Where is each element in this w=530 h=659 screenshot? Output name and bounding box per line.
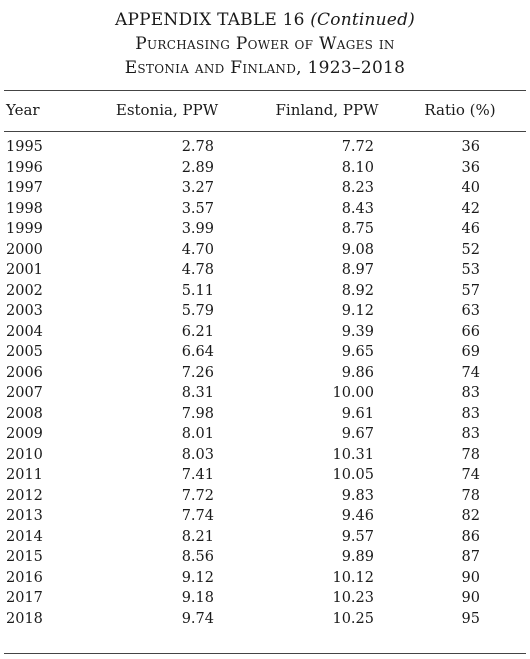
cell-finland: 10.12 bbox=[332, 569, 374, 586]
cell-finland: 10.05 bbox=[332, 467, 374, 483]
cell-estonia: 5.79 bbox=[181, 303, 214, 319]
cell-finland: 9.61 bbox=[341, 405, 374, 422]
cell-year: 2001 bbox=[6, 262, 43, 278]
cell-year: 1996 bbox=[6, 159, 43, 176]
cell-finland: 9.65 bbox=[341, 344, 374, 360]
cell-finland: 9.12 bbox=[341, 303, 374, 319]
cell-year: 2005 bbox=[6, 344, 43, 360]
header-ratio: Ratio (%) bbox=[424, 101, 496, 119]
cell-year: 2002 bbox=[6, 282, 43, 299]
cell-ratio: 69 bbox=[461, 344, 480, 360]
table-title bbox=[0, 8, 530, 80]
bottom-rule bbox=[4, 653, 526, 654]
cell-finland: 9.83 bbox=[341, 487, 374, 504]
cell-finland: 10.23 bbox=[332, 590, 374, 606]
header-year: Year bbox=[6, 101, 40, 119]
cell-ratio: 74 bbox=[461, 467, 480, 483]
table-row bbox=[0, 240, 530, 261]
table-row bbox=[0, 342, 530, 363]
cell-finland: 10.25 bbox=[332, 610, 374, 627]
cell-finland: 10.00 bbox=[332, 385, 374, 401]
table-row bbox=[0, 609, 530, 630]
cell-estonia: 8.01 bbox=[181, 426, 214, 442]
title-appendix-label: APPENDIX TABLE 16 bbox=[115, 10, 305, 30]
cell-estonia: 7.72 bbox=[181, 487, 214, 504]
cell-finland: 9.86 bbox=[341, 364, 374, 381]
top-rule bbox=[4, 90, 526, 91]
cell-finland: 8.97 bbox=[341, 262, 374, 278]
cell-year: 2014 bbox=[6, 528, 43, 545]
cell-year: 1998 bbox=[6, 200, 43, 217]
cell-estonia: 3.57 bbox=[181, 200, 214, 217]
cell-estonia: 4.70 bbox=[181, 241, 214, 258]
table-row bbox=[0, 260, 530, 281]
cell-ratio: 52 bbox=[461, 241, 480, 258]
cell-year: 2012 bbox=[6, 487, 43, 504]
table-row bbox=[0, 301, 530, 322]
cell-year: 1995 bbox=[6, 139, 43, 155]
cell-year: 2017 bbox=[6, 590, 43, 606]
cell-year: 2006 bbox=[6, 364, 43, 381]
cell-finland: 10.31 bbox=[332, 446, 374, 463]
table-row bbox=[0, 445, 530, 466]
cell-finland: 9.39 bbox=[341, 323, 374, 340]
header-estonia: Estonia, PPW bbox=[115, 101, 219, 119]
cell-estonia: 7.26 bbox=[181, 364, 214, 381]
cell-ratio: 83 bbox=[461, 405, 480, 422]
title-line-appendix bbox=[0, 8, 530, 32]
table-row bbox=[0, 547, 530, 568]
cell-estonia: 5.11 bbox=[181, 282, 214, 299]
cell-year: 1997 bbox=[6, 180, 43, 196]
cell-year: 2003 bbox=[6, 303, 43, 319]
cell-estonia: 6.21 bbox=[181, 323, 214, 340]
cell-ratio: 42 bbox=[461, 200, 480, 217]
cell-finland: 9.08 bbox=[341, 241, 374, 258]
cell-year: 2010 bbox=[6, 446, 43, 463]
cell-estonia: 8.56 bbox=[181, 549, 214, 565]
cell-ratio: 95 bbox=[461, 610, 480, 627]
cell-estonia: 9.18 bbox=[181, 590, 214, 606]
table-row bbox=[0, 363, 530, 384]
cell-ratio: 53 bbox=[461, 262, 480, 278]
cell-estonia: 7.74 bbox=[181, 508, 214, 524]
table-header-row bbox=[0, 101, 530, 123]
table-row bbox=[0, 588, 530, 609]
cell-finland: 9.46 bbox=[341, 508, 374, 524]
cell-estonia: 3.99 bbox=[181, 221, 214, 237]
cell-ratio: 40 bbox=[461, 180, 480, 196]
table-row bbox=[0, 137, 530, 158]
cell-ratio: 86 bbox=[461, 528, 480, 545]
cell-finland: 9.57 bbox=[341, 528, 374, 545]
cell-year: 2018 bbox=[6, 610, 43, 627]
cell-finland: 8.10 bbox=[341, 159, 374, 176]
table-row bbox=[0, 158, 530, 179]
table-row bbox=[0, 322, 530, 343]
table-row bbox=[0, 199, 530, 220]
cell-estonia: 8.31 bbox=[181, 385, 214, 401]
cell-ratio: 83 bbox=[461, 385, 480, 401]
cell-estonia: 9.12 bbox=[181, 569, 214, 586]
cell-estonia: 7.98 bbox=[181, 405, 214, 422]
table-row bbox=[0, 527, 530, 548]
cell-estonia: 2.78 bbox=[181, 139, 214, 155]
cell-finland: 9.89 bbox=[341, 549, 374, 565]
cell-year: 2016 bbox=[6, 569, 43, 586]
cell-estonia: 4.78 bbox=[181, 262, 214, 278]
cell-ratio: 87 bbox=[461, 549, 480, 565]
table-row bbox=[0, 465, 530, 486]
cell-estonia: 8.21 bbox=[181, 528, 214, 545]
table-row bbox=[0, 219, 530, 240]
title-line-subject: Purchasing Power of Wages in bbox=[135, 34, 395, 54]
cell-finland: 9.67 bbox=[341, 426, 374, 442]
header-rule bbox=[4, 131, 526, 132]
cell-finland: 8.75 bbox=[341, 221, 374, 237]
table-row bbox=[0, 178, 530, 199]
cell-year: 1999 bbox=[6, 221, 43, 237]
table-row bbox=[0, 404, 530, 425]
table-row bbox=[0, 506, 530, 527]
header-finland: Finland, PPW bbox=[275, 101, 379, 119]
cell-finland: 8.92 bbox=[341, 282, 374, 299]
cell-year: 2013 bbox=[6, 508, 43, 524]
cell-ratio: 66 bbox=[461, 323, 480, 340]
title-continued-label: (Continued) bbox=[310, 10, 415, 30]
cell-estonia: 7.41 bbox=[181, 467, 214, 483]
title-line-countries: Estonia and Finland, 1923–2018 bbox=[124, 58, 406, 78]
cell-year: 2007 bbox=[6, 385, 43, 401]
cell-ratio: 78 bbox=[461, 487, 480, 504]
cell-year: 2011 bbox=[6, 467, 43, 483]
cell-estonia: 9.74 bbox=[181, 610, 214, 627]
cell-ratio: 63 bbox=[461, 303, 480, 319]
cell-ratio: 90 bbox=[461, 590, 480, 606]
cell-year: 2009 bbox=[6, 426, 43, 442]
cell-estonia: 2.89 bbox=[181, 159, 214, 176]
cell-finland: 8.23 bbox=[341, 180, 374, 196]
cell-ratio: 36 bbox=[461, 139, 480, 155]
table-body bbox=[0, 137, 530, 629]
cell-year: 2000 bbox=[6, 241, 43, 258]
cell-finland: 8.43 bbox=[341, 200, 374, 217]
cell-finland: 7.72 bbox=[341, 139, 374, 155]
cell-ratio: 83 bbox=[461, 426, 480, 442]
cell-ratio: 78 bbox=[461, 446, 480, 463]
cell-estonia: 6.64 bbox=[181, 344, 214, 360]
cell-ratio: 57 bbox=[461, 282, 480, 299]
cell-ratio: 74 bbox=[461, 364, 480, 381]
table-row bbox=[0, 568, 530, 589]
table-row bbox=[0, 383, 530, 404]
cell-ratio: 82 bbox=[461, 508, 480, 524]
cell-ratio: 46 bbox=[461, 221, 480, 237]
table-row bbox=[0, 281, 530, 302]
table-row bbox=[0, 424, 530, 445]
cell-ratio: 36 bbox=[461, 159, 480, 176]
cell-estonia: 8.03 bbox=[181, 446, 214, 463]
cell-ratio: 90 bbox=[461, 569, 480, 586]
cell-estonia: 3.27 bbox=[181, 180, 214, 196]
table-row bbox=[0, 486, 530, 507]
cell-year: 2008 bbox=[6, 405, 43, 422]
cell-year: 2015 bbox=[6, 549, 43, 565]
cell-year: 2004 bbox=[6, 323, 43, 340]
